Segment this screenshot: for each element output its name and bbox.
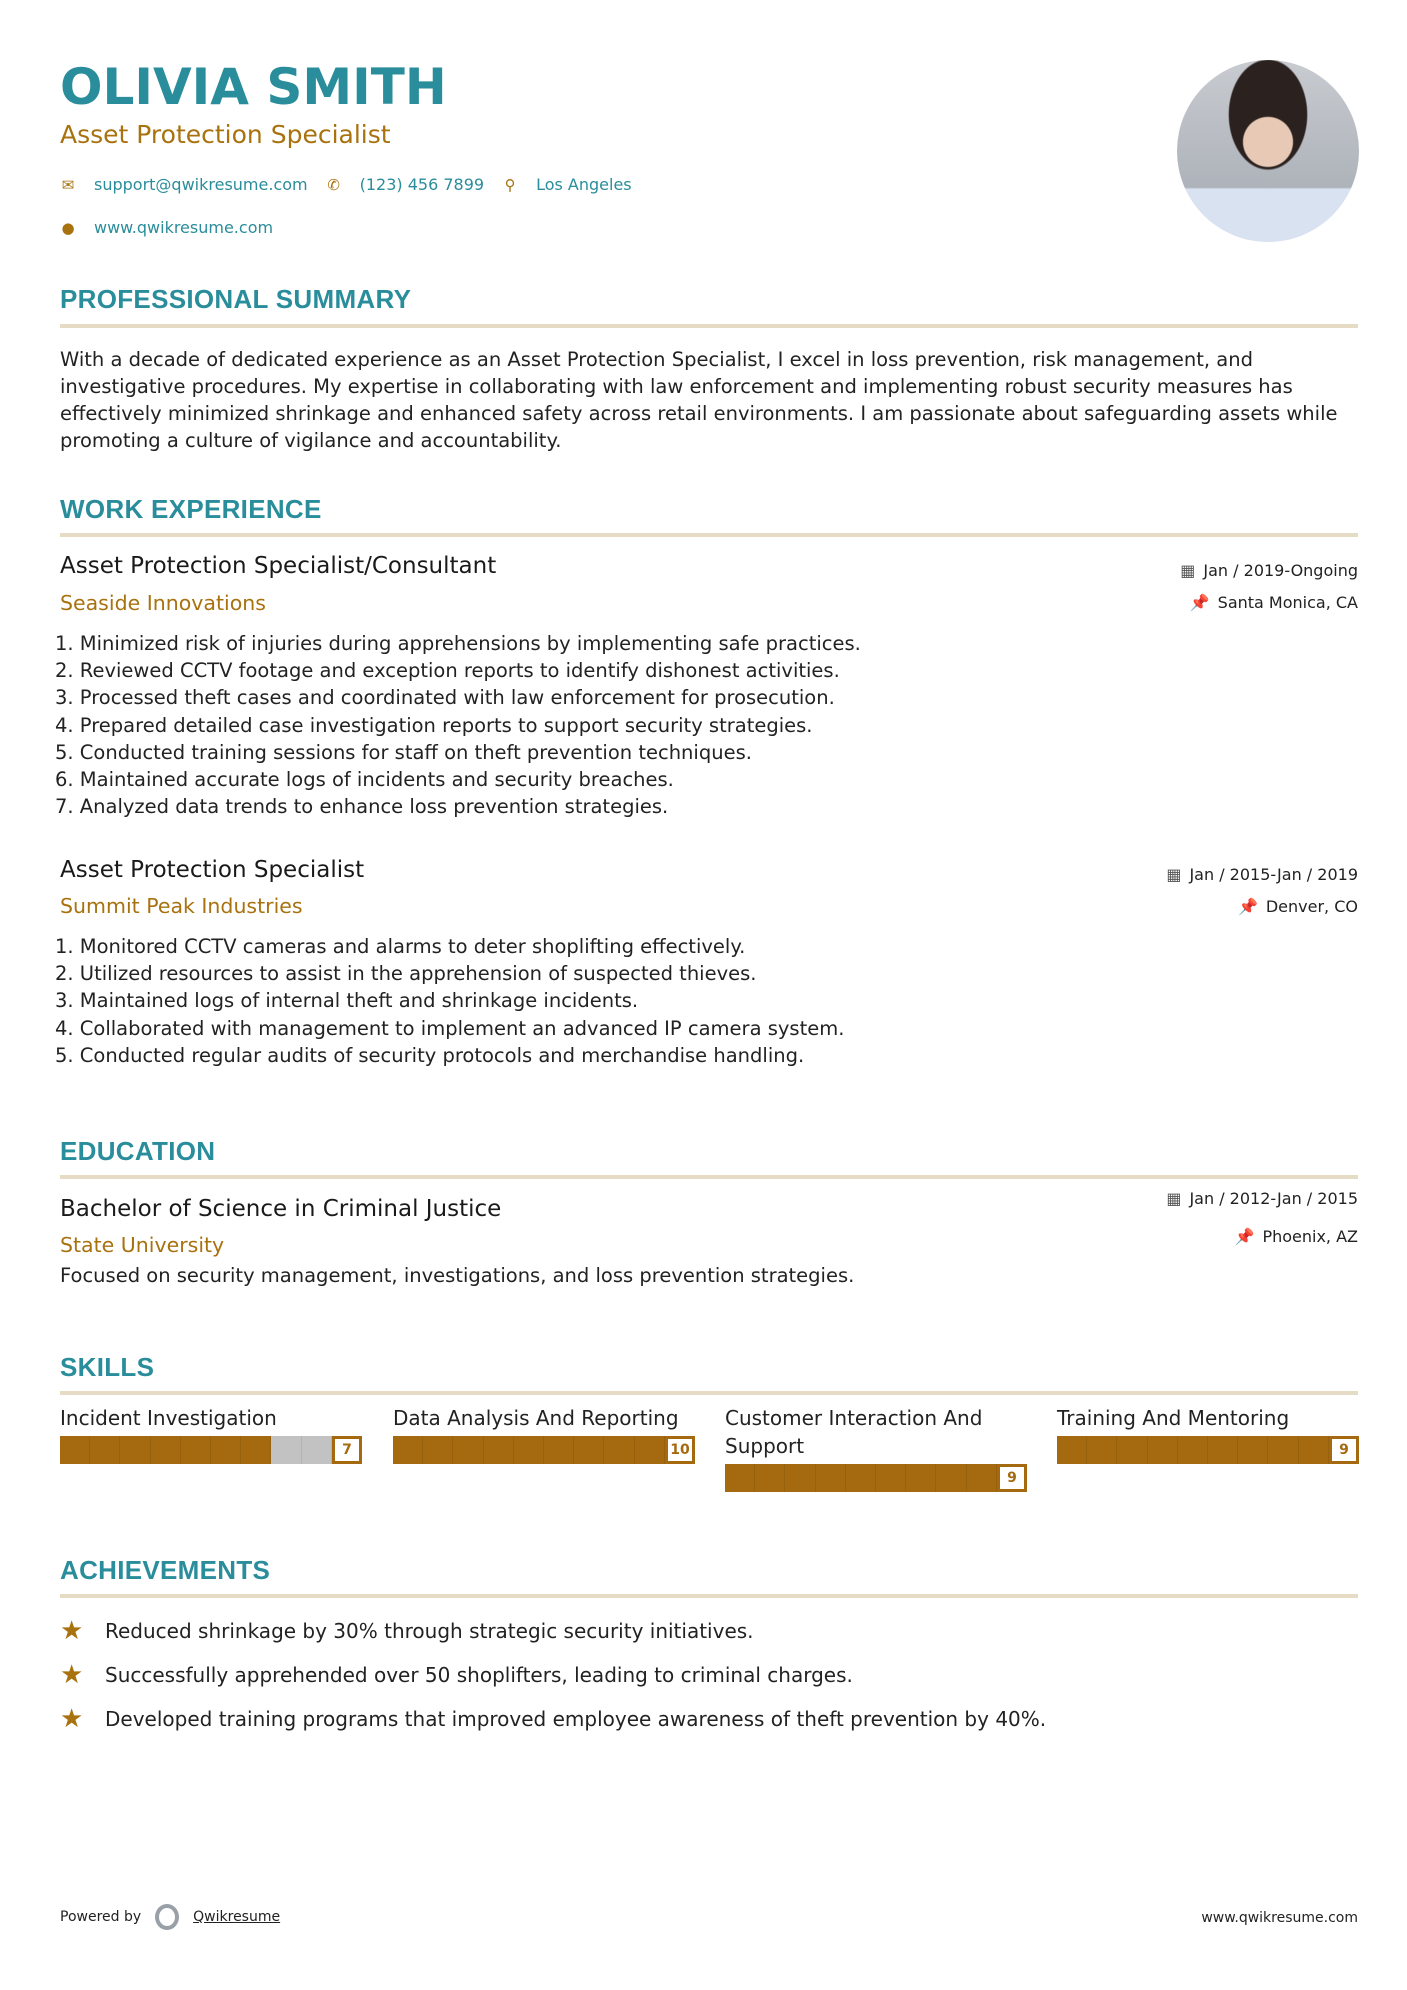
skill-bar-segment	[181, 1436, 211, 1464]
star-icon: ★	[60, 1660, 84, 1690]
education-description: Focused on security management, investigations, and loss prevention strategies.	[60, 1264, 855, 1287]
bullet: 5. Conducted regular audits of security protocols and merchandise handling.	[55, 1043, 805, 1067]
job-title: Asset Protection Specialist/Consultant	[60, 553, 497, 579]
skill-bar-segment	[393, 1436, 423, 1464]
skill-item	[725, 1404, 1027, 1492]
education-heading: EDUCATION	[60, 1136, 216, 1166]
skill-name: Incident Investigation	[60, 1406, 277, 1430]
summary-text: With a decade of dedicated experience as an Asset Protection Specialist, I excel in loss prevention, risk management, and investigative procedures. My expertise in collaborating with law enforcement and implementing robust security measures has effectively minimized shrinkage and enhanced safety across retail environments. I am passionate about safeguarding assets while promoting a culture of vigilance and accountability.	[60, 348, 1338, 452]
profile-photo	[1177, 60, 1359, 242]
school: State University	[60, 1233, 225, 1257]
skill-bar-segment	[453, 1436, 483, 1464]
bullet: 5. Conducted training sessions for staff on theft prevention techniques.	[55, 740, 752, 764]
achievement-item: ★ Reduced shrinkage by 30% through strategic security initiatives.	[60, 1616, 754, 1646]
summary-heading: PROFESSIONAL SUMMARY	[60, 284, 412, 314]
achievement-item: ★ Successfully apprehended over 50 shoplifters, leading to criminal charges.	[60, 1660, 853, 1690]
skill-item	[393, 1404, 695, 1464]
skill-bar-segment	[151, 1436, 181, 1464]
skill-bar	[1057, 1436, 1359, 1464]
job-bullets	[55, 933, 844, 1069]
phone-text: (123) 456 7899	[359, 175, 485, 194]
skill-bar-segment	[876, 1464, 906, 1492]
calendar-icon: ▦	[1180, 561, 1196, 580]
skill-bar	[60, 1436, 362, 1464]
divider	[60, 324, 1358, 328]
qwikresume-link[interactable]: Qwikresume	[193, 1909, 281, 1925]
globe-icon: ●	[61, 218, 75, 237]
map-pin-icon: ⚲	[504, 175, 516, 194]
skill-bar-segment	[906, 1464, 936, 1492]
skill-level-badge: 7	[332, 1436, 362, 1464]
skill-bar-segment	[60, 1436, 90, 1464]
footer-powered: Powered by Qwikresume	[60, 1904, 280, 1930]
skill-bar-segment	[816, 1464, 846, 1492]
skill-name: Training And Mentoring	[1057, 1406, 1290, 1430]
divider	[60, 1391, 1358, 1395]
degree: Bachelor of Science in Criminal Justice	[60, 1196, 502, 1222]
skill-bar-segment	[544, 1436, 574, 1464]
divider	[60, 1594, 1358, 1598]
bullet: 7. Analyzed data trends to enhance loss prevention strategies.	[55, 795, 669, 819]
skill-level-badge: 9	[1329, 1436, 1359, 1464]
skill-level-badge: 10	[665, 1436, 695, 1464]
skill-item	[60, 1404, 362, 1464]
skill-bar-segment	[241, 1436, 271, 1464]
job-location: 📌 Denver, CO	[1237, 897, 1358, 916]
skill-bar	[393, 1436, 695, 1464]
pushpin-icon: 📌	[1237, 897, 1258, 916]
skill-bar-segment	[484, 1436, 514, 1464]
qwikresume-logo-icon	[155, 1904, 179, 1930]
bullet: 1. Monitored CCTV cameras and alarms to deter shoplifting effectively.	[55, 935, 746, 958]
bullet: 2. Reviewed CCTV footage and exception reports to identify dishonest activities.	[55, 659, 840, 683]
calendar-icon: ▦	[1166, 1189, 1182, 1208]
education-location: 📌 Phoenix, AZ	[1234, 1227, 1358, 1246]
star-icon: ★	[60, 1704, 84, 1734]
bullet: 3. Processed theft cases and coordinated with law enforcement for prosecution.	[55, 686, 835, 710]
bullet: 4. Prepared detailed case investigation reports to support security strategies.	[55, 713, 813, 737]
skill-bar-segment	[574, 1436, 604, 1464]
skill-bar-segment	[846, 1464, 876, 1492]
skill-bar-segment	[936, 1464, 966, 1492]
job-title: Asset Protection Specialist	[60, 857, 365, 883]
location-text: Los Angeles	[536, 175, 632, 194]
skill-bar-segment	[1117, 1436, 1147, 1464]
job-company: Summit Peak Industries	[60, 894, 303, 918]
contact-row	[60, 175, 650, 194]
job-company: Seaside Innovations	[60, 591, 266, 615]
skill-bar-segment	[967, 1464, 997, 1492]
work-heading: WORK EXPERIENCE	[60, 494, 322, 524]
website-row	[60, 218, 291, 237]
skill-bar-segment	[211, 1436, 241, 1464]
skill-bar-segment	[635, 1436, 665, 1464]
skill-bar-segment	[1268, 1436, 1298, 1464]
job-location: 📌 Santa Monica, CA	[1189, 593, 1358, 612]
skill-bar-segment	[1057, 1436, 1087, 1464]
skill-bar-segment	[120, 1436, 150, 1464]
bullet: 1. Minimized risk of injuries during apprehensions by implementing safe practices.	[55, 632, 861, 655]
bullet: 2. Utilized resources to assist in the apprehension of suspected thieves.	[55, 962, 757, 986]
achievements-heading: ACHIEVEMENTS	[60, 1555, 271, 1585]
skill-bar-segment	[725, 1464, 755, 1492]
pushpin-icon: 📌	[1234, 1227, 1255, 1246]
skill-name: Data Analysis And Reporting	[393, 1406, 679, 1430]
skill-bar-segment	[271, 1436, 301, 1464]
skill-bar-segment	[1299, 1436, 1329, 1464]
envelope-icon: ✉	[61, 175, 75, 194]
phone-icon: ✆	[327, 175, 340, 194]
bullet: 4. Collaborated with management to implement an advanced IP camera system.	[55, 1016, 845, 1040]
skill-bar-segment	[1087, 1436, 1117, 1464]
skill-bar-segment	[1148, 1436, 1178, 1464]
divider	[60, 533, 1358, 537]
skill-bar-segment	[90, 1436, 120, 1464]
skill-item	[1057, 1404, 1359, 1464]
divider	[60, 1175, 1358, 1179]
calendar-icon: ▦	[1166, 865, 1182, 884]
achievement-item: ★ Developed training programs that improved employee awareness of theft prevention by 40%.	[60, 1704, 1047, 1734]
skill-bar-segment	[1178, 1436, 1208, 1464]
job-date: ▦ Jan / 2019-Ongoing	[1180, 561, 1358, 580]
star-icon: ★	[60, 1616, 84, 1646]
skill-bar-segment	[785, 1464, 815, 1492]
skill-bar-segment	[1208, 1436, 1238, 1464]
education-date: ▦ Jan / 2012-Jan / 2015	[1166, 1189, 1358, 1208]
skill-bar-segment	[302, 1436, 332, 1464]
skill-name: Customer Interaction And Support	[725, 1406, 983, 1458]
skill-bar-segment	[514, 1436, 544, 1464]
skills-heading: SKILLS	[60, 1352, 155, 1382]
footer-site[interactable]: www.qwikresume.com	[1201, 1910, 1358, 1926]
skill-bar-segment	[423, 1436, 453, 1464]
candidate-title: Asset Protection Specialist	[60, 120, 391, 149]
bullet: 6. Maintained accurate logs of incidents and security breaches.	[55, 768, 674, 792]
job-bullets	[55, 630, 861, 820]
skill-bar	[725, 1464, 1027, 1492]
website-link[interactable]: www.qwikresume.com	[94, 218, 274, 237]
skill-bar-segment	[755, 1464, 785, 1492]
job-date: ▦ Jan / 2015-Jan / 2019	[1166, 865, 1358, 884]
bullet: 3. Maintained logs of internal theft and shrinkage incidents.	[55, 989, 639, 1013]
candidate-name: OLIVIA SMITH	[60, 58, 447, 116]
email-link[interactable]: support@qwikresume.com	[94, 175, 308, 194]
skill-bar-segment	[1238, 1436, 1268, 1464]
pushpin-icon: 📌	[1189, 593, 1210, 612]
skill-level-badge: 9	[997, 1464, 1027, 1492]
skill-bar-segment	[604, 1436, 634, 1464]
